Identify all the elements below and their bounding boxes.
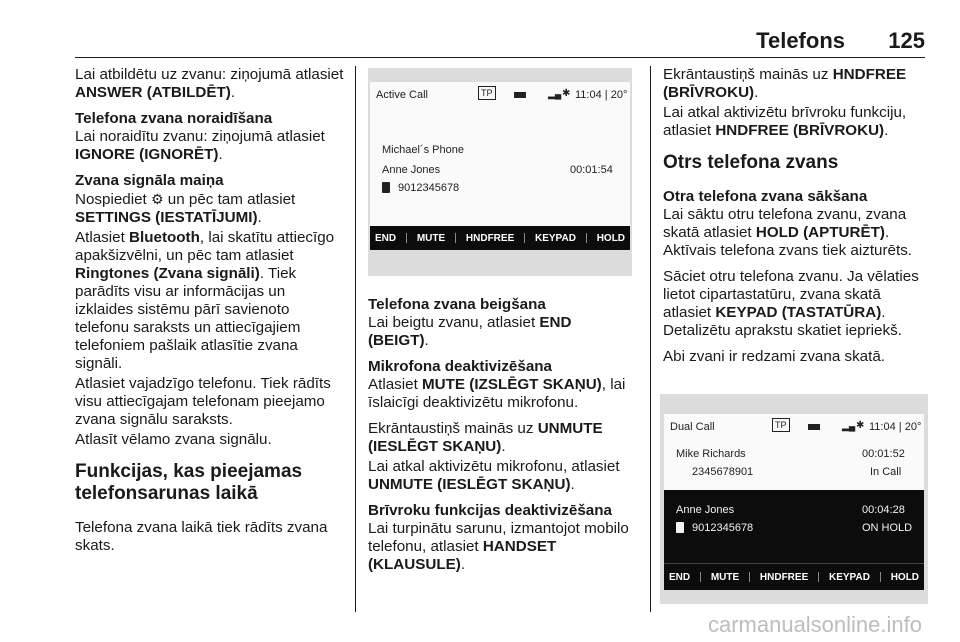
clock: 11:04 | 20° [575, 89, 628, 101]
keypad-button[interactable]: KEYPAD [829, 571, 870, 583]
column-divider [355, 66, 356, 612]
end-button[interactable]: END [374, 232, 397, 244]
hold-button[interactable]: HOLD [890, 571, 920, 583]
subheading-reject: Telefona zvana noraidīšana [75, 110, 273, 127]
paragraph: Ekrāntaustiņš mainās uz UNMUTE (IESLĒGT SKAŅU). [368, 420, 603, 455]
signal-icon: ▂▄ [548, 89, 562, 99]
contact-name: Mike Richards [676, 448, 746, 460]
section-heading-functions: Funkcijas, kas pieejamas telefonsarunas laikā [75, 461, 303, 504]
call-duration: 00:04:28 [862, 504, 905, 516]
header-rule [75, 57, 925, 58]
bluetooth-icon: ✱ [856, 420, 865, 431]
paragraph: Lai atkal aktivizētu mikrofonu, atlasiet UNMUTE (IESLĒGT SKAŅU). [368, 458, 620, 493]
battery-icon [808, 424, 820, 430]
battery-icon [514, 92, 526, 98]
subheading-end: Telefona zvana beigšana [368, 296, 546, 313]
phone-name: Michael´s Phone [382, 144, 464, 156]
keypad-button[interactable]: KEYPAD [535, 232, 576, 244]
signal-icon: ▂▄ [842, 421, 856, 431]
active-call-figure [368, 68, 632, 276]
dual-call-figure [660, 394, 928, 604]
handset-icon [382, 182, 390, 193]
section-heading-second-call: Otrs telefona zvans [663, 152, 839, 173]
paragraph: Lai atbildētu uz zvanu: ziņojumā atlasiet ANSWER (ATBILDĒT). [75, 66, 344, 101]
hndfree-button[interactable]: HNDFREE [465, 232, 515, 244]
phone-number: 9012345678 [398, 182, 460, 194]
call-status: ON HOLD [862, 522, 913, 534]
call-status: In Call [870, 466, 902, 478]
subheading-ringtone: Zvana signāla maiņa [75, 172, 224, 189]
phone-number: 9012345678 [692, 522, 754, 534]
paragraph: Nospiediet ⚙ un pēc tam atlasiet SETTINGS (IESTATĪJUMI). [75, 191, 296, 226]
paragraph: Atlasiet MUTE (IZSLĒGT SKAŅU), lai īslaicīgi deaktivizētu mikrofonu. [368, 376, 626, 411]
call-duration: 00:01:52 [862, 448, 905, 460]
bluetooth-icon: ✱ [562, 88, 571, 99]
column-2 [368, 296, 636, 582]
screen-label: Active Call [376, 89, 428, 101]
mute-button[interactable]: MUTE [416, 232, 446, 244]
mute-button[interactable]: MUTE [710, 571, 740, 583]
active-call-screen [370, 82, 630, 250]
subheading-start-second: Otra telefona zvana sākšana [663, 188, 868, 205]
call-duration: 00:01:54 [570, 164, 613, 176]
page-header [0, 0, 960, 54]
paragraph: Ekrāntaustiņš mainās uz HNDFREE (BRĪVROKU). [663, 66, 907, 101]
hndfree-button[interactable]: HNDFREE [759, 571, 809, 583]
page-title: Telefons [756, 28, 845, 53]
handset-icon [676, 522, 684, 533]
end-button[interactable]: END [668, 571, 691, 583]
screen-content [370, 82, 630, 226]
paragraph: Lai turpinātu sarunu, izmantojot mobilo telefonu, atlasiet HANDSET (KLAUSULE). [368, 520, 629, 573]
paragraph: Lai noraidītu zvanu: ziņojumā atlasiet IGNORE (IGNORĒT). [75, 128, 325, 163]
paragraph: Atlasīt vēlamo zvana signālu. [75, 431, 272, 448]
phone-number: 2345678901 [692, 466, 754, 478]
subheading-mute: Mikrofona deaktivizēšana [368, 358, 553, 375]
paragraph: Atlasiet Bluetooth, lai skatītu attiecīgo apakšizvēlni, un pēc tam atlasiet Ringtones (Zvana signāli). Tiek parādīts visu ar informācijas un izklaides sistēmu pārī savienoto telefonu saraksts un attiecīgajiem telefoniem pašlaik atlasītie zvana signāli. [75, 229, 335, 372]
column-1 [75, 66, 347, 563]
softkeys [664, 563, 924, 590]
clock: 11:04 | 20° [869, 421, 922, 433]
screen-content [664, 414, 924, 490]
tp-badge: TP [478, 86, 496, 100]
paragraph: Atlasiet vajadzīgo telefonu. Tiek rādīts visu attiecīgajam telefonam pieejamo zvana signālu saraksts. [75, 375, 331, 428]
page-number: 125 [888, 28, 925, 53]
contact-name: Anne Jones [382, 164, 441, 176]
watermark: carmanualsonline.info [707, 612, 922, 637]
paragraph: Lai atkal aktivizētu brīvroku funkciju, atlasiet HNDFREE (BRĪVROKU). [663, 104, 907, 139]
paragraph: Lai sāktu otru telefona zvanu, zvana skatā atlasiet HOLD (APTURĒT). Aktīvais telefona zvans tiek aizturēts. [663, 206, 913, 259]
subheading-handsfree: Brīvroku funkcijas deaktivizēšana [368, 502, 612, 519]
hold-button[interactable]: HOLD [596, 232, 626, 244]
paragraph: Abi zvani ir redzami zvana skatā. [663, 348, 885, 365]
paragraph: Sāciet otru telefona zvanu. Ja vēlaties lietot cipartastatūru, zvana skatā atlasiet KEYPAD (TASTATŪRA). Detalizētu aprakstu skatiet iepriekš. [663, 268, 919, 339]
paragraph: Telefona zvana laikā tiek rādīts zvana skats. [75, 519, 328, 554]
column-divider [650, 66, 651, 612]
gear-icon: ⚙ [150, 191, 164, 207]
tp-badge: TP [772, 418, 790, 432]
dual-call-screen [664, 414, 924, 590]
screen-label: Dual Call [670, 421, 715, 433]
contact-name: Anne Jones [676, 504, 735, 516]
softkeys [370, 226, 630, 250]
column-3 [663, 66, 931, 374]
paragraph: Lai beigtu zvanu, atlasiet END (BEIGT). [368, 314, 572, 349]
